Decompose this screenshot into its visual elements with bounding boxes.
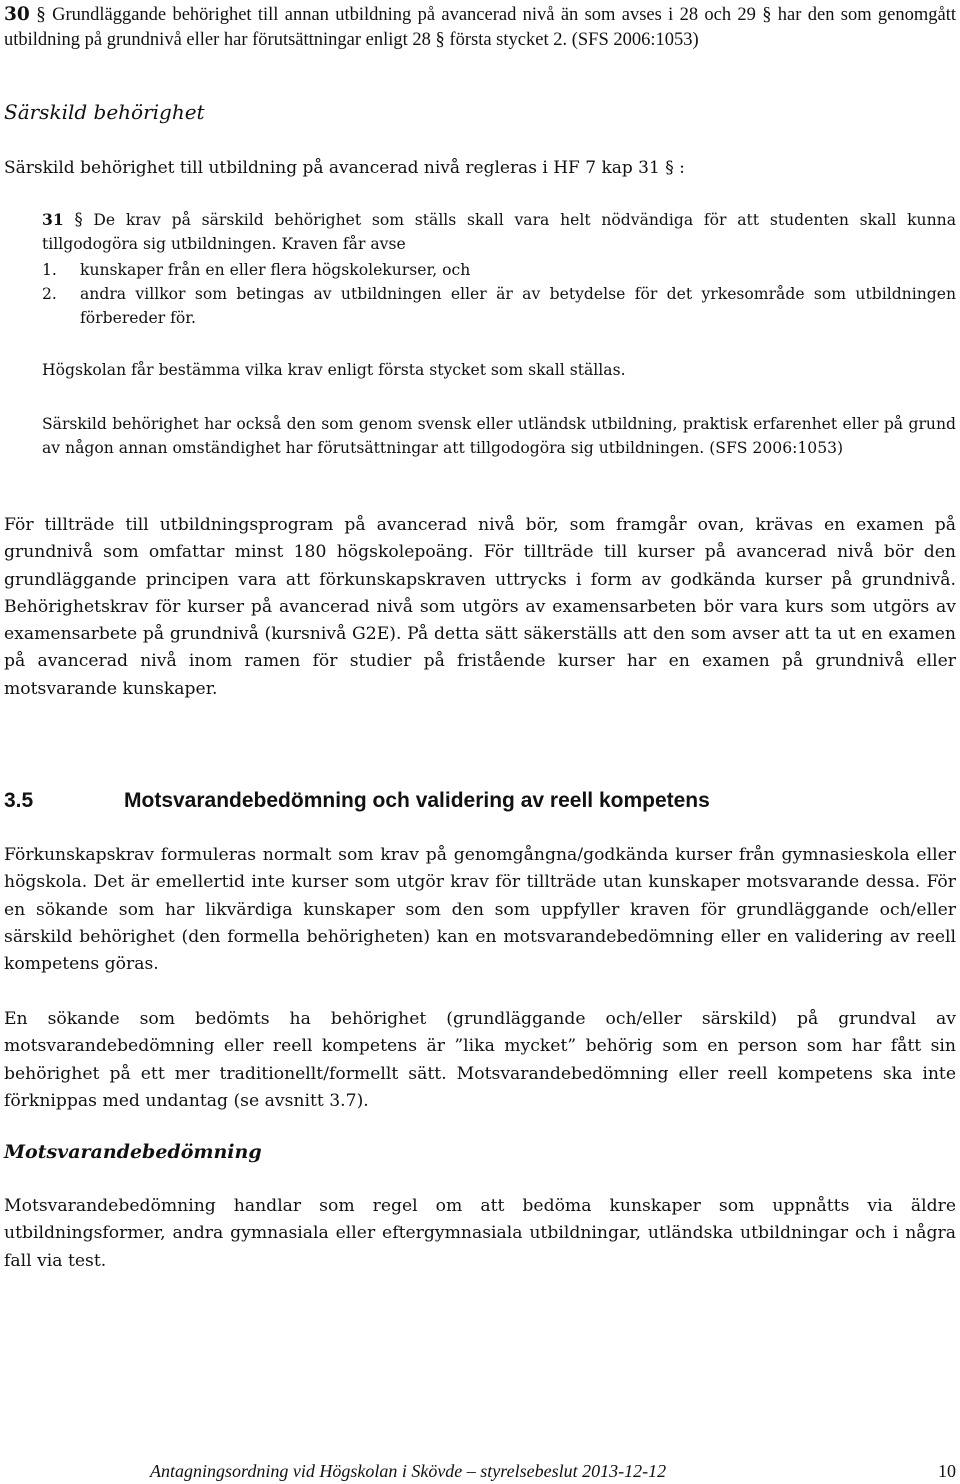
section-sign: §	[36, 4, 46, 25]
requirements-list	[42, 258, 956, 330]
section-title: Motsvarandebedömning och validering av reell kompetens	[124, 789, 710, 812]
paragraph-tilltrade: För tillträde till utbildningsprogram på avancerad nivå bör, som framgår ovan, krävas en examen på grundnivå som omfattar minst 180 högskolepoäng. För tillträde till kurser på avancerad nivå bör den grundläggande principen vara att förkunskapskraven uttrycks i form av godkända kurser på grundnivå. Behörighetskrav för kurser på avancerad nivå som utgörs av examensarbeten bör vara kurs som utgörs av examensarbete på grundnivå (kursnivå G2E). På detta sätt säkerställs att den som avser att ta ut en examen på avancerad nivå inom ramen för studier på fristående kurser har en examen på grundnivå eller motsvarande kunskaper.	[4, 515, 956, 699]
list-item-number: 2.	[42, 285, 57, 303]
paragraph-30-text: Grundläggande behörighet till annan utbildning på avancerad nivå än som avses i 28 och 29 § har den som genomgått utbildning på grundnivå eller har förutsättningar enligt 28 § första stycket 2. (SFS 2006:1053)	[4, 5, 957, 50]
paragraph-31	[42, 208, 956, 256]
list-item	[42, 282, 956, 330]
paragraph-number: 31	[42, 210, 64, 229]
page-footer	[150, 1460, 956, 1482]
heading-sarskild-behorighet: Särskild behörighet	[4, 100, 205, 124]
paragraph-sokande: En sökande som bedömts ha behörighet (grundläggande och/eller särskild) på grundval av motsvarandebedömning eller reell kompetens är ”lika mycket” behörig som en person som har fått sin behörighet på ett mer traditionellt/formellt sätt. Motsvarandebedömning eller reell kompetens ska inte förknippas med undantag (se avsnitt 3.7).	[4, 1009, 956, 1111]
heading-motsvarandebedomning: Motsvarandebedömning	[4, 1141, 262, 1163]
intro-sarskild: Särskild behörighet till utbildning på avancerad nivå regleras i HF 7 kap 31 § :	[4, 158, 685, 178]
page-number: 10	[938, 1461, 956, 1481]
paragraph-forkunskap: Förkunskapskrav formuleras normalt som krav på genomgångna/godkända kurser från gymnasieskola eller högskola. Det är emellertid inte kurser som utgör krav för tillträde utan kunskaper motsvarande dessa. För en sökande som har likvärdiga kunskaper som den som uppfyller kraven för grundläggande och/eller särskild behörighet (den formella behörigheten) kan en motsvarandebedömning eller en validering av reell kompetens göras.	[4, 845, 956, 975]
paragraph-motsvarande: Motsvarandebedömning handlar som regel om att bedöma kunskaper som uppnåtts via äldre utbildningsformer, andra gymnasiala eller eftergymnasiala utbildningar, utländska utbildningar och i några fall via test.	[4, 1196, 956, 1271]
section-number: 3.5	[4, 789, 34, 812]
list-item-number: 1.	[42, 261, 57, 279]
section-heading	[4, 786, 710, 816]
list-item-text: kunskaper från en eller flera högskolekurser, och	[80, 261, 471, 279]
paragraph-hogskolan: Högskolan får bestämma vilka krav enligt första stycket som skall ställas.	[42, 361, 626, 379]
paragraph-30	[4, 2, 956, 53]
paragraph-number: 30	[4, 4, 30, 25]
paragraph-31-text: De krav på särskild behörighet som ställs skall vara helt nödvändiga för att studenten skall kunna tillgodogöra sig utbildningen. Kraven får avse	[42, 211, 956, 253]
footer-text: Antagningsordning vid Högskolan i Skövde – styrelsebeslut 2013-12-12	[150, 1461, 667, 1481]
section-sign: §	[74, 210, 83, 229]
list-item	[42, 258, 956, 282]
paragraph-sarskild-also: Särskild behörighet har också den som genom svensk eller utländsk utbildning, praktisk erfarenhet eller på grund av någon annan omständighet har förutsättningar att tillgodogöra sig utbildningen. (SFS 2006:1053)	[42, 415, 956, 457]
list-item-text: andra villkor som betingas av utbildningen eller är av betydelse för det yrkesområde som utbildningen förbereder för.	[80, 285, 956, 327]
